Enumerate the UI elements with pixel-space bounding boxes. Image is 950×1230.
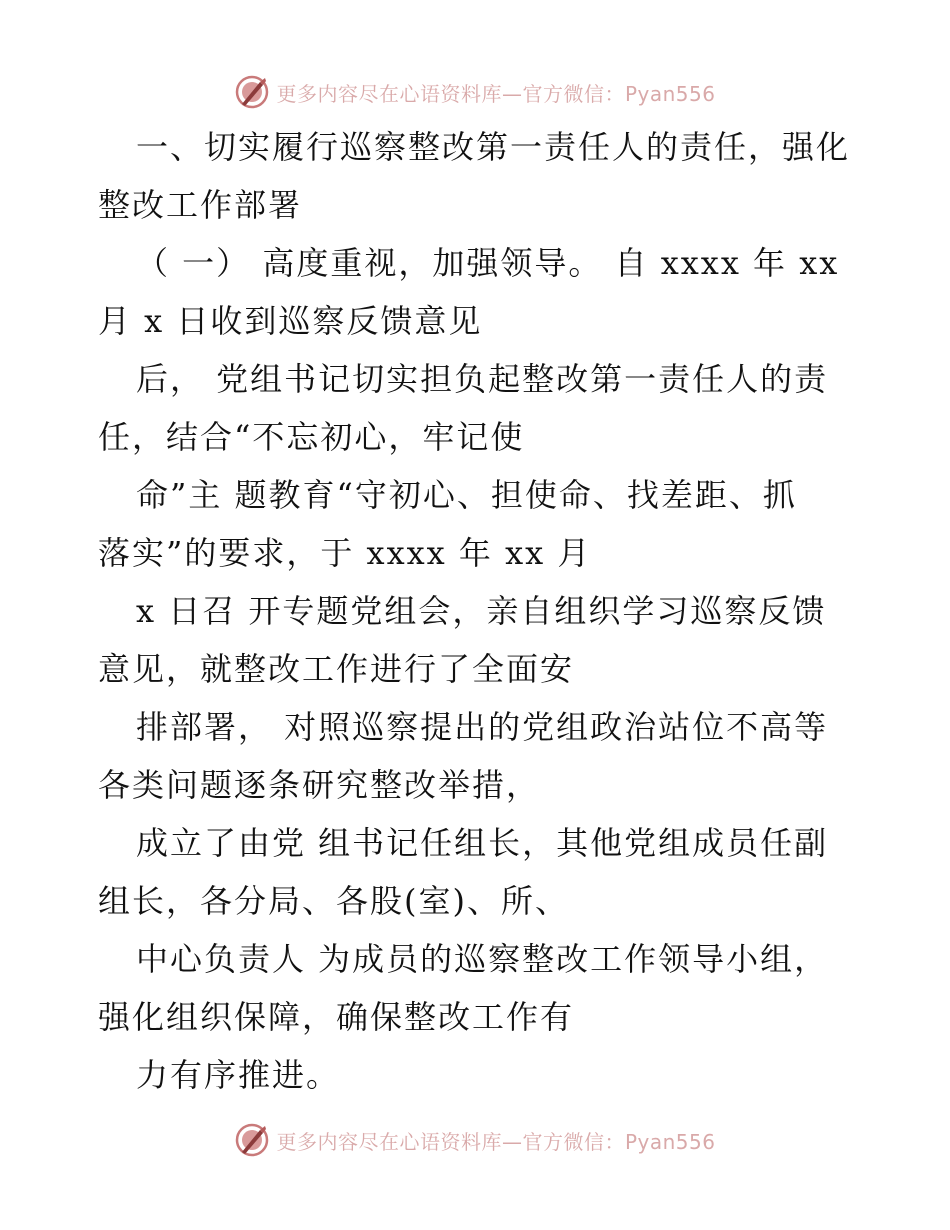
text-line: （ 一） 高度重视，加强领导。 自 xxxx 年 xx: [136, 244, 840, 282]
text-line: x 日召 开专题党组会，亲自组织学习巡察反馈: [136, 592, 827, 630]
text-line: 命”主 题教育“守初心、担使命、找差距、抓: [136, 476, 797, 514]
watermark-text: 更多内容尽在心语资料库—官方微信：Pyan556: [276, 1129, 716, 1154]
text-line: 强化组织保障，确保整改工作有: [98, 998, 575, 1036]
text-line: 任，结合“不忘初心，牢记使: [98, 418, 525, 456]
quill-seal-icon: [234, 1122, 270, 1158]
text-line: 一、切实履行巡察整改第一责任人的责任，强化: [136, 128, 851, 166]
text-line: 整改工作部署: [98, 186, 303, 224]
watermark-footer: [0, 1118, 950, 1162]
text-line: 中心负责人 为成员的巡察整改工作领导小组，: [136, 940, 829, 978]
text-line: 月 x 日收到巡察反馈意见: [98, 302, 483, 340]
text-line: 后， 党组书记切实担负起整改第一责任人的责: [136, 360, 829, 398]
text-line: 力有序推进。: [136, 1056, 341, 1094]
quill-seal-icon: [234, 74, 270, 110]
text-line: 组长，各分局、各股(室)、所、: [98, 882, 569, 920]
watermark-header: [0, 70, 950, 114]
document-body: [98, 118, 858, 1104]
watermark-text: 更多内容尽在心语资料库—官方微信：Pyan556: [276, 81, 716, 106]
text-line: 排部署， 对照巡察提出的党组政治站位不高等: [136, 708, 829, 746]
text-line: 各类问题逐条研究整改举措，: [98, 766, 541, 804]
text-line: 意见，就整改工作进行了全面安: [98, 650, 575, 688]
text-line: 落实”的要求，于 xxxx 年 xx 月: [98, 534, 592, 572]
text-line: 成立了由党 组书记任组长，其他党组成员任副: [136, 824, 829, 862]
